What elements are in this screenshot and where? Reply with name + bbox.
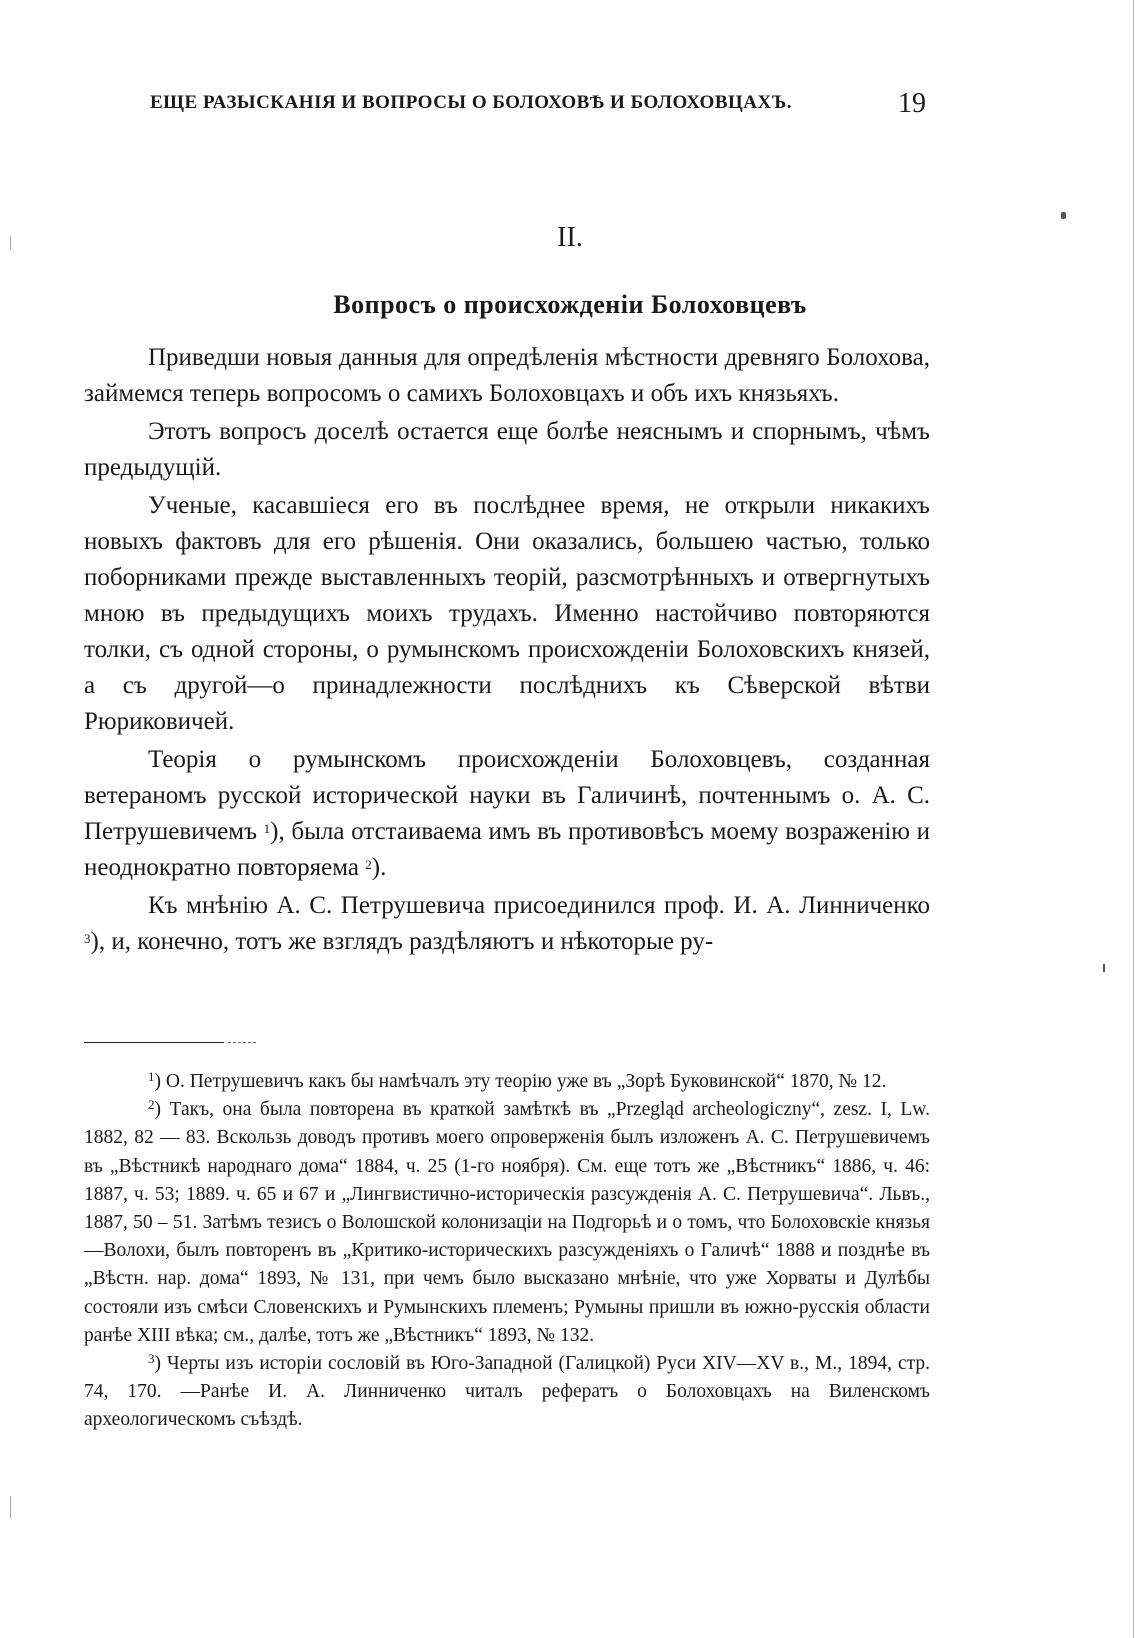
scan-edge-line [1133, 0, 1134, 1638]
footnote-2-text: ) Такъ, она была повторена въ краткой замѣткѣ въ „Przegląd archeologiczny“, zesz. I, Lw. 1882, 82 — 83. Вскользь доводъ противъ моего опроверженія былъ изложенъ А. С. Петрушевичемъ въ „Вѣстникѣ народнаго дома“ 1884, ч. 25 (1-го ноября). См. еще тотъ же „Вѣстникъ“ 1886, ч. 46: 1887, ч. 53; 1889. ч. 65 и 67 и „Лингвистично-историческія разсужденія А. С. Петрушевича“. Львъ., 1887, 50 – 51. Затѣмъ тезисъ о Волошской колонизаціи на Подгорьѣ и о томъ, что Болоховскіе князья—Волохи, былъ повторенъ въ „Критико-историческихъ разсужденіяхъ о Галичѣ“ 1888 и позднѣе въ „Вѣстн. нар. дома“ 1893, № 131, при чемъ было высказано мнѣніе, что уже Хорваты и Дулѣбы состояли изъ смѣси Словенскихъ и Румынскихъ племенъ; Румыны пришли въ южно-русскія области ранѣе XIII вѣка; см., далѣе, тотъ же „Вѣстникъ“ 1893, № 132. [84, 1099, 930, 1346]
running-header: ЕЩЕ РАЗЫСКАНІЯ И ВОПРОСЫ О БОЛОХОВѢ И БОЛОХОВЦАХЪ. [150, 92, 792, 113]
footnote-1-text: ) О. Петрушевичъ какъ бы намѣчалъ эту теорію уже въ „Зорѣ Буковинской“ 1870, № 12. [154, 1071, 887, 1092]
scan-edge-tick [10, 1496, 11, 1518]
footnote-marker-2: 2 [148, 1097, 155, 1113]
footnote-1 [84, 1068, 930, 1096]
paragraph-4 [84, 742, 930, 886]
scan-speck [1103, 964, 1105, 972]
paragraph-4-text-b: ), была отстаиваема имъ въ противовѣсъ моему возраженію и неоднократно повторяема [84, 818, 930, 881]
footnote-ref-1: 1 [263, 821, 271, 836]
footnote-2 [84, 1096, 930, 1350]
paragraph-2: Этотъ вопросъ доселѣ остается еще болѣе неяснымъ и спорнымъ, чѣмъ предыдущій. [84, 418, 930, 481]
section-title: Вопросъ о происхожденіи Болоховцевъ [333, 290, 807, 319]
paragraph-4-text-a: Теорія о румынскомъ происхожденіи Болоховцевъ, созданная ветераномъ русской исторической науки въ Галичинѣ, почтеннымъ о. А. С. Петрушевичемъ [84, 746, 930, 845]
body-text [84, 340, 930, 962]
section-number: II. [557, 222, 583, 253]
paragraph-1: Приведши новыя данныя для опредѣленія мѣстности древняго Болохова, займемся теперь вопросомъ о самихъ Болоховцахъ и объ ихъ князьяхъ. [84, 344, 930, 407]
paragraph-5-text-b: ), и, конечно, тотъ же взглядъ раздѣляютъ и нѣкоторые ру- [90, 928, 714, 955]
footnote-ref-3: 3 [84, 931, 91, 946]
footnote-3-text: ) Черты изъ исторіи сословій въ Юго-Западной (Галицкой) Руси XIV—XV в., М., 1894, стр. 74, 170. —Ранѣе И. А. Линниченко читалъ рефератъ о Болоховцахъ на Виленскомъ археологическомъ съѣздѣ. [84, 1353, 930, 1431]
paragraph-5-text-a: Къ мнѣнію А. С. Петрушевича присоединился проф. И. А. Линниченко [148, 892, 930, 919]
footnote-3 [84, 1350, 930, 1435]
scan-edge-tick [10, 236, 11, 250]
scan-speck [1061, 212, 1066, 219]
footnotes [84, 1068, 930, 1435]
paragraph-5 [84, 888, 930, 960]
paragraph-3: Ученые, касавшіеся его въ послѣднее время, не открыли никакихъ новыхъ фактовъ для его рѣшенія. Они оказались, большею частью, только поборниками прежде выставленныхъ теорій, разсмотрѣнныхъ и отвергнутыхъ мною въ предыдущихъ моихъ трудахъ. Именно настойчиво повторяются толки, съ одной стороны, о румынскомъ происхожденіи Болоховскихъ князей, а съ другой—о принадлежности послѣднихъ къ Сѣверской вѣтви Рюриковичей. [84, 492, 930, 735]
footnote-marker-3: 3 [148, 1351, 155, 1367]
page-number: 19 [898, 88, 926, 119]
footnote-separator [84, 1042, 224, 1043]
footnote-marker-1: 1 [148, 1069, 155, 1084]
footnote-separator-tail [228, 1042, 256, 1043]
paragraph-4-text-c: ). [371, 854, 387, 881]
footnote-ref-2: 2 [365, 857, 372, 872]
